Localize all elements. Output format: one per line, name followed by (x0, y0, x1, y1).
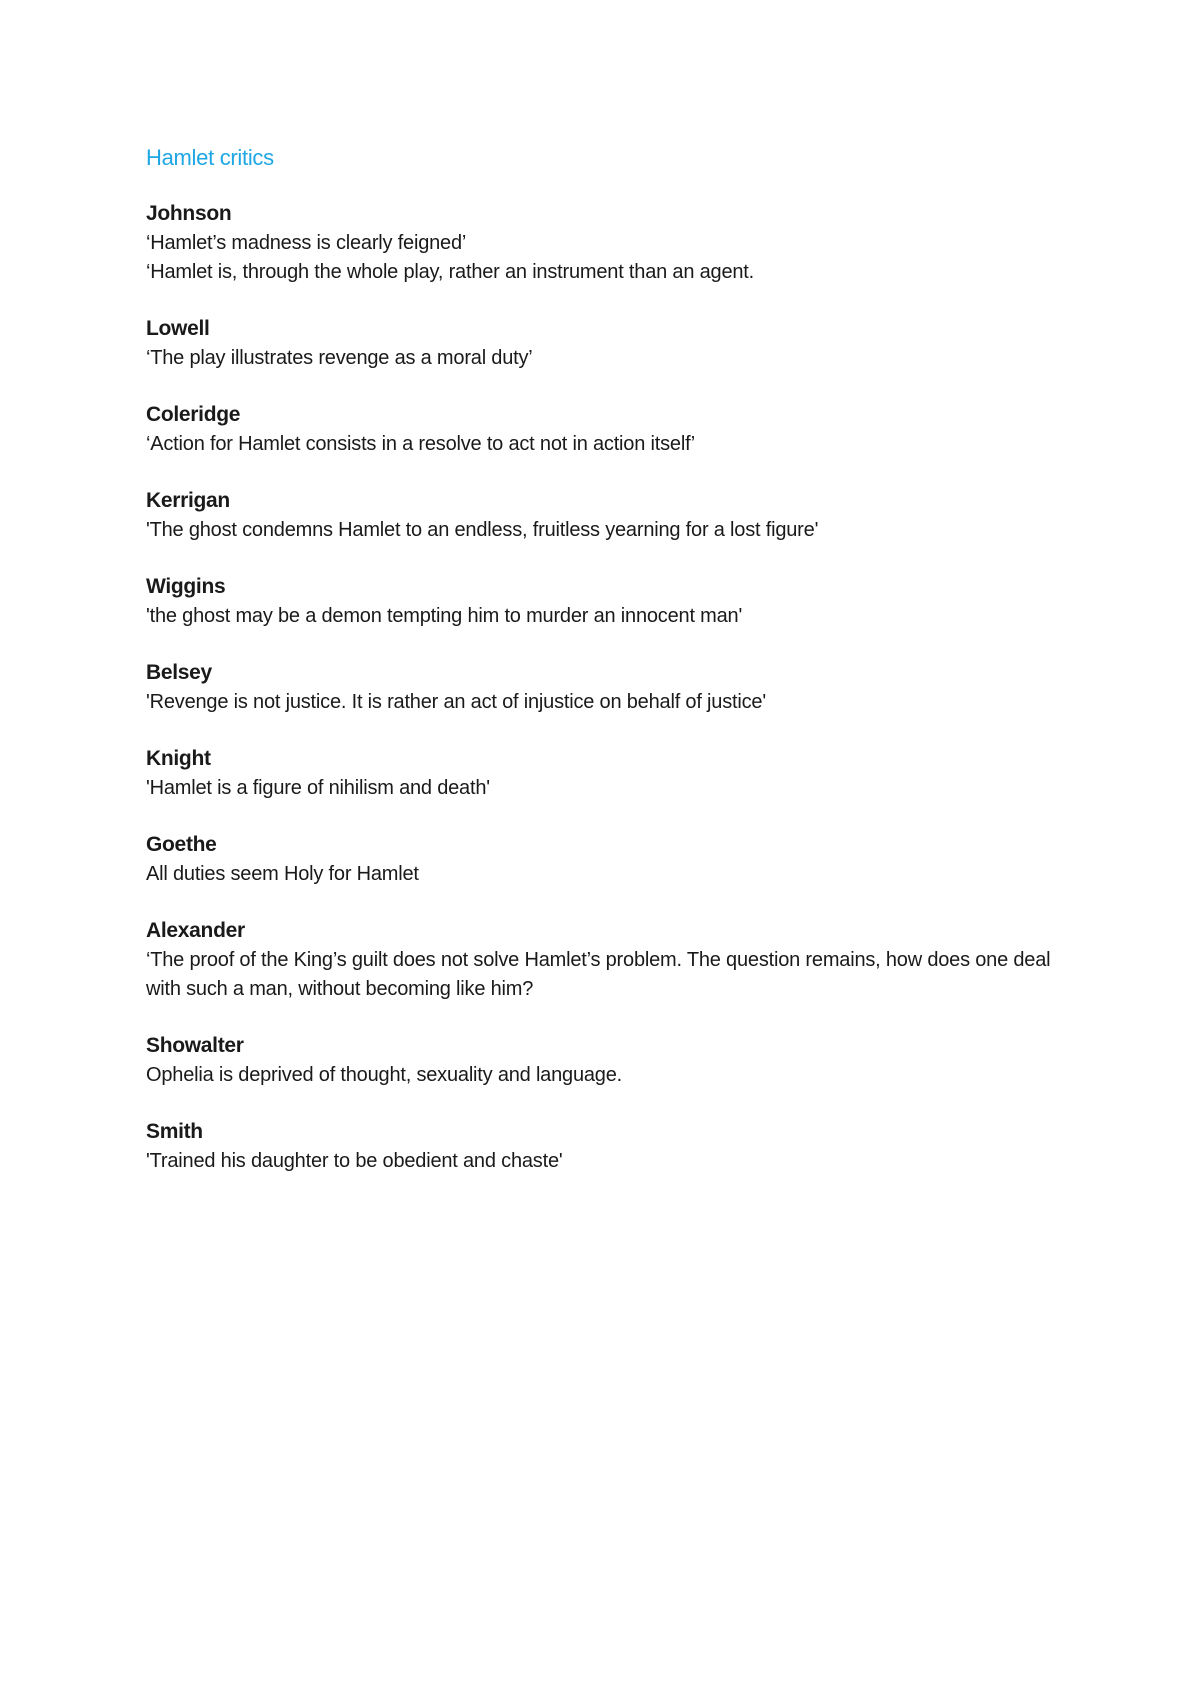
critic-entry (146, 830, 1066, 889)
critic-entry (146, 916, 1066, 1004)
critic-entry (146, 572, 1066, 631)
critic-entry (146, 314, 1066, 373)
critic-name: Belsey (146, 661, 212, 684)
critic-name: Alexander (146, 919, 245, 942)
critic-name: Goethe (146, 833, 217, 856)
critic-entry (146, 400, 1066, 459)
document-title: Hamlet critics (146, 145, 274, 170)
critic-quote: 'the ghost may be a demon tempting him to murder an innocent man' (146, 605, 743, 627)
critic-quote: 'The ghost condemns Hamlet to an endless, fruitless yearning for a lost figure' (146, 519, 819, 541)
critic-name: Smith (146, 1120, 203, 1143)
critic-name: Lowell (146, 317, 210, 340)
critic-quote: Ophelia is deprived of thought, sexuality and language. (146, 1064, 623, 1086)
document-page (146, 143, 1066, 1203)
critic-entry (146, 486, 1066, 545)
critic-entry (146, 199, 1066, 287)
critic-quote: 'Hamlet is a figure of nihilism and death' (146, 777, 490, 799)
critic-name: Wiggins (146, 575, 226, 598)
critic-quote: 'Trained his daughter to be obedient and chaste' (146, 1150, 563, 1172)
critic-quote: All duties seem Holy for Hamlet (146, 863, 419, 885)
critic-quote: ‘The play illustrates revenge as a moral duty’ (146, 347, 533, 369)
critic-entry (146, 1117, 1066, 1176)
critic-name: Coleridge (146, 403, 241, 426)
critic-quote: ‘Action for Hamlet consists in a resolve to act not in action itself’ (146, 433, 696, 455)
critic-name: Johnson (146, 202, 232, 225)
critic-quote: 'Revenge is not justice. It is rather an act of injustice on behalf of justice' (146, 691, 766, 713)
critic-name: Showalter (146, 1034, 244, 1057)
critic-quote: ‘Hamlet is, through the whole play, rather an instrument than an agent. (146, 261, 755, 283)
critic-entry (146, 1031, 1066, 1090)
critic-quote: ‘The proof of the King’s guilt does not solve Hamlet’s problem. The question remains, how does one deal with such a man, without becoming like him? (146, 949, 1051, 1000)
critic-name: Knight (146, 747, 211, 770)
critic-entry (146, 744, 1066, 803)
critic-entry (146, 658, 1066, 717)
critic-name: Kerrigan (146, 489, 230, 512)
critic-quote: ‘Hamlet’s madness is clearly feigned’ (146, 232, 467, 254)
